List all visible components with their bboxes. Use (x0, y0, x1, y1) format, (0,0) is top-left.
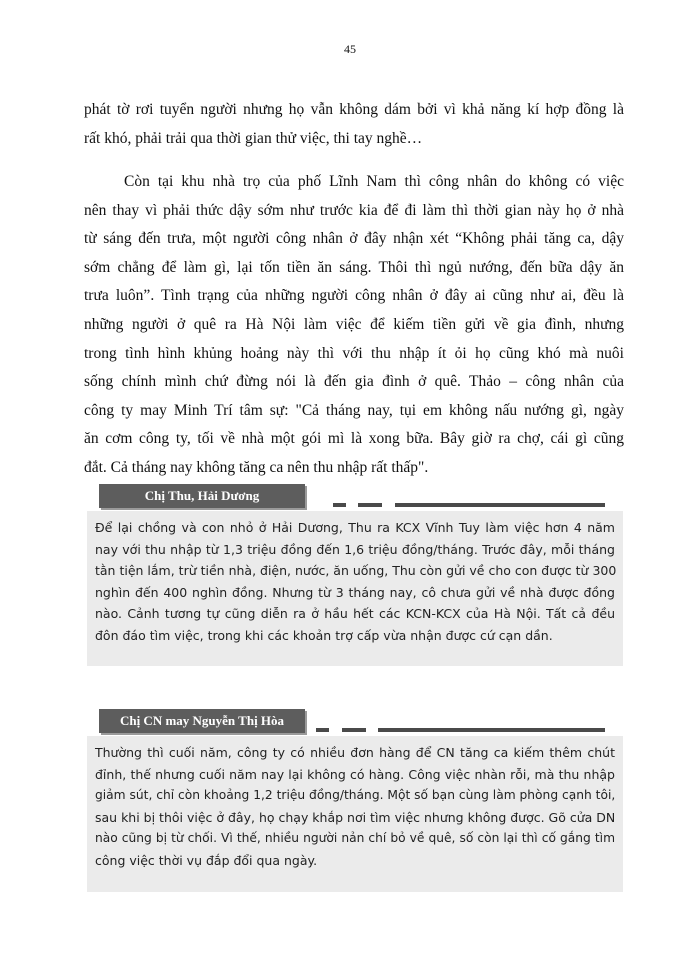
quote-box (87, 511, 623, 666)
text-line: nên thay vì phải thức dậy sớm như trước kia để đi làm thì thời gian này họ ở nhà (84, 201, 624, 219)
quote-box-title: Chị Thu, Hải Dương (99, 484, 305, 508)
decorative-rule (316, 728, 329, 732)
text-line: tằn tiện lắm, trừ tiền nhà, điện, nước, ăn uống, Thu còn gửi về cho con được từ 300 (95, 563, 617, 579)
quote-box-title: Chị CN may Nguyễn Thị Hòa (99, 709, 305, 733)
text-line: công việc thời vụ đắp đổi qua ngày. (95, 852, 318, 868)
text-line: sau khi bị thôi việc ở đây, họ chạy khắp nơi tìm việc nhưng không được. Gõ cửa DN (95, 809, 616, 825)
decorative-rule (333, 503, 346, 507)
page-number: 45 (344, 42, 356, 56)
text-line: đỉnh, thế nhưng cuối năm nay lại không có hàng. Công việc nhàn rỗi, mà thu nhập (95, 766, 615, 782)
text-line: Để lại chồng và con nhỏ ở Hải Dương, Thu ra KCX Vĩnh Tuy làm việc hơn 4 năm (95, 520, 615, 535)
decorative-rule (378, 728, 605, 732)
text-line: những người ở quê ra Hà Nội làm việc để kiếm tiền gửi về gia đình, nhưng (84, 315, 624, 333)
quote-box (87, 736, 623, 892)
text-line: đôn đáo tìm việc, trong khi các khoản trợ cấp vừa nhận được cứ cạn dần. (95, 627, 553, 643)
text-line: sống chính mình chứ đừng nói là đến gia đình ở quê. Thảo – công nhân của (84, 373, 624, 391)
decorative-rule (342, 728, 366, 732)
paragraph-2 (84, 168, 624, 483)
text-line: nào. Cảnh tương tự cũng diễn ra ở hầu hết các KCN-KCX của Hà Nội. Tất cả đều (95, 606, 615, 622)
text-line: trưa luôn”. Tình trạng của những người công nhân ở đây ai cũng như ai, đều là (84, 287, 624, 305)
text-line: ăn cơm công ty, tối về nhà một gói mì là xong bữa. Bây giờ ra chợ, cái gì cũng (84, 430, 624, 448)
text-line: giảm sút, chỉ còn khoảng 1,2 triệu đồng/tháng. Một số bạn cùng làm phòng cạnh tôi, (95, 788, 616, 803)
text-line: từ sáng đến trưa, một người công nhân ở đây nhận xét “Không phải tăng ca, dậy (84, 230, 624, 248)
text-line: sớm chẳng để làm gì, lại tốn tiền ăn sáng. Thôi thì ngủ nướng, đến bữa dậy ăn (84, 258, 624, 276)
text-line: trong tình hình khủng hoảng này thì với thu nhập ít ỏi họ cũng khó mà nuôi (84, 344, 624, 362)
decorative-rule (395, 503, 605, 507)
paragraph-1 (84, 96, 624, 153)
text-line: nào cũng bị từ chối. Vì thế, nhiều người nản chí bỏ về quê, số còn lại thì cố gắng tìm (95, 831, 615, 846)
text-line: Thường thì cuối năm, công ty có nhiều đơn hàng để CN tăng ca kiếm thêm chút (95, 745, 615, 760)
text-line: Còn tại khu nhà trọ của phố Lĩnh Nam thì công nhân do không có việc (124, 173, 624, 190)
text-line: nay với thu nhập từ 1,3 triệu đồng đến 1,6 triệu đồng/tháng. Trước đây, mỗi tháng (95, 541, 615, 557)
text-line: rất khó, phải trải qua thời gian thử việc, thi tay nghề… (84, 129, 423, 147)
text-line: phát tờ rơi tuyển người nhưng họ vẫn không dám bởi vì khả năng kí hợp đồng là (84, 101, 624, 118)
text-line: công ty may Minh Trí tâm sự: "Cả tháng nay, tụi em không nấu nướng gì, ngày (84, 401, 624, 419)
text-line: đắt. Cả tháng nay không tăng ca nên thu nhập rất thấp". (84, 458, 429, 476)
text-line: nghìn đến 400 nghìn đồng. Nhưng từ 3 tháng nay, cô chưa gửi về nhà được đồng (95, 584, 615, 600)
decorative-rule (358, 503, 382, 507)
